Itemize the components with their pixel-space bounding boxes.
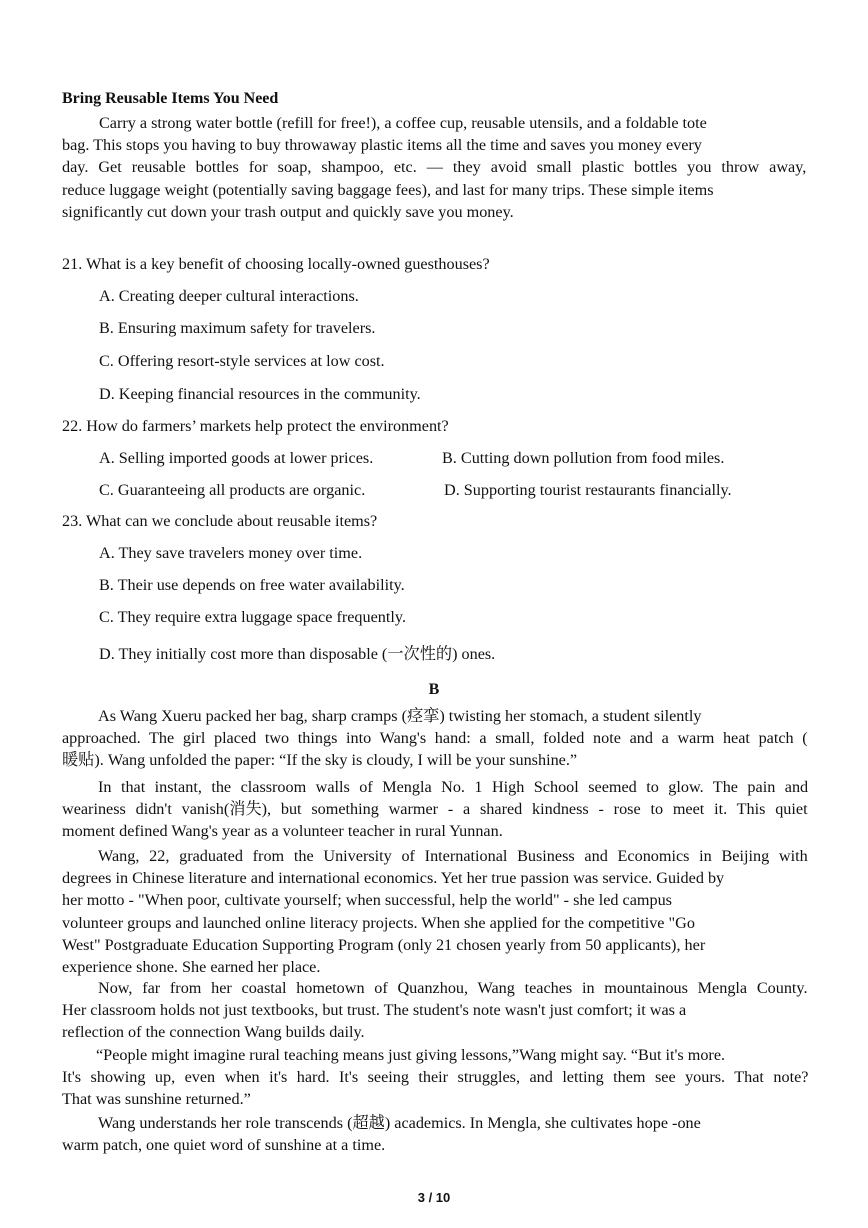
- question-21-option-b: B. Ensuring maximum safety for travelers.: [99, 319, 376, 337]
- text-line: West" Postgraduate Education Supporting Program (only 21 chosen yearly from 50 applicants), her: [62, 935, 706, 954]
- text-line: “People might imagine rural teaching means just giving lessons,”Wang might say. “But it's more.: [96, 1046, 726, 1064]
- text-line: degrees in Chinese literature and international economics. Yet her true passion was service. Guided by: [62, 869, 725, 888]
- reusable-items-paragraph: [62, 112, 806, 223]
- passage-b-paragraph-3: [62, 845, 808, 978]
- text-line: Now, far from her coastal hometown of Quanzhou, Wang teaches in mountainous Mengla County.: [98, 979, 808, 997]
- text-line: volunteer groups and launched online literacy projects. When she applied for the competitive "Go: [62, 913, 695, 932]
- text-line: That was sunshine returned.”: [62, 1090, 251, 1109]
- text-line: moment defined Wang's year as a volunteer teacher in rural Yunnan.: [62, 822, 503, 841]
- question-21-option-a: A. Creating deeper cultural interactions.: [99, 287, 359, 305]
- question-22-option-c: C. Guaranteeing all products are organic.: [99, 481, 366, 499]
- passage-b-paragraph-6: [62, 1112, 808, 1156]
- text-line: In that instant, the classroom walls of Mengla No. 1 High School seemed to glow. The pain and: [98, 778, 809, 796]
- text-line: bag. This stops you having to buy throwaway plastic items all the time and saves you money every: [62, 136, 702, 155]
- question-21-option-d: D. Keeping financial resources in the community.: [99, 385, 421, 403]
- section-b-heading: B: [428, 681, 440, 698]
- text-line: warm patch, one quiet word of sunshine at a time.: [62, 1136, 386, 1155]
- question-21-stem: 21. What is a key benefit of choosing locally-owned guesthouses?: [62, 255, 490, 273]
- text-line: her motto - "When poor, cultivate yourself; when successful, help the world" - she led campus: [62, 891, 672, 910]
- passage-b-paragraph-2: [62, 776, 808, 843]
- text-line: Her classroom holds not just textbooks, but trust. The student's note wasn't just comfort; it was a: [62, 1001, 687, 1020]
- page-number: 3 / 10: [417, 1190, 451, 1205]
- question-22-option-a: A. Selling imported goods at lower prices.: [99, 449, 374, 467]
- question-23-option-d: D. They initially cost more than disposable (一次性的) ones.: [99, 645, 496, 663]
- text-line: As Wang Xueru packed her bag, sharp cramps (痉挛) twisting her stomach, a student silently: [98, 707, 702, 725]
- question-21-option-c: C. Offering resort-style services at low cost.: [99, 352, 385, 370]
- passage-b-paragraph-1: [62, 705, 808, 772]
- question-22-stem: 22. How do farmers’ markets help protect the environment?: [62, 417, 449, 435]
- text-line: significantly cut down your trash output and quickly save you money.: [62, 202, 514, 221]
- text-line: day. Get reusable bottles for soap, shampoo, etc. — they avoid small plastic bottles you throw away,: [62, 158, 807, 177]
- question-23-option-c: C. They require extra luggage space frequently.: [99, 608, 406, 626]
- question-22-option-b: B. Cutting down pollution from food miles.: [442, 449, 725, 467]
- question-23-option-a: A. They save travelers money over time.: [99, 544, 363, 562]
- passage-b-paragraph-5: [62, 1044, 808, 1111]
- text-line: It's showing up, even when it's hard. It's seeing their struggles, and letting them see yours. That note?: [62, 1068, 809, 1087]
- question-23-stem: 23. What can we conclude about reusable items?: [62, 512, 378, 530]
- question-23-option-b: B. Their use depends on free water availability.: [99, 576, 405, 594]
- text-line: approached. The girl placed two things into Wang's hand: a small, folded note and a warm heat patch (: [62, 729, 808, 748]
- text-line: reflection of the connection Wang builds daily.: [62, 1023, 365, 1042]
- text-line: reduce luggage weight (potentially saving baggage fees), and last for many trips. These simple items: [62, 180, 714, 199]
- text-line: experience shone. She earned her place.: [62, 958, 321, 977]
- passage-b-paragraph-4: [62, 977, 808, 1044]
- text-line: weariness didn't vanish(消失), but something warmer - a shared kindness - rose to meet it. This quiet: [62, 800, 808, 819]
- text-line: Wang understands her role transcends (超越) academics. In Mengla, she cultivates hope -one: [98, 1114, 701, 1132]
- section-title: Bring Reusable Items You Need: [62, 90, 279, 107]
- text-line: Carry a strong water bottle (refill for free!), a coffee cup, reusable utensils, and a foldable tote: [99, 114, 707, 132]
- text-line: Wang, 22, graduated from the University of International Business and Economics in Beijing with: [98, 847, 808, 865]
- question-22-option-d: D. Supporting tourist restaurants financially.: [444, 481, 732, 499]
- text-line: 暖贴). Wang unfolded the paper: “If the sky is cloudy, I will be your sunshine.”: [62, 751, 578, 770]
